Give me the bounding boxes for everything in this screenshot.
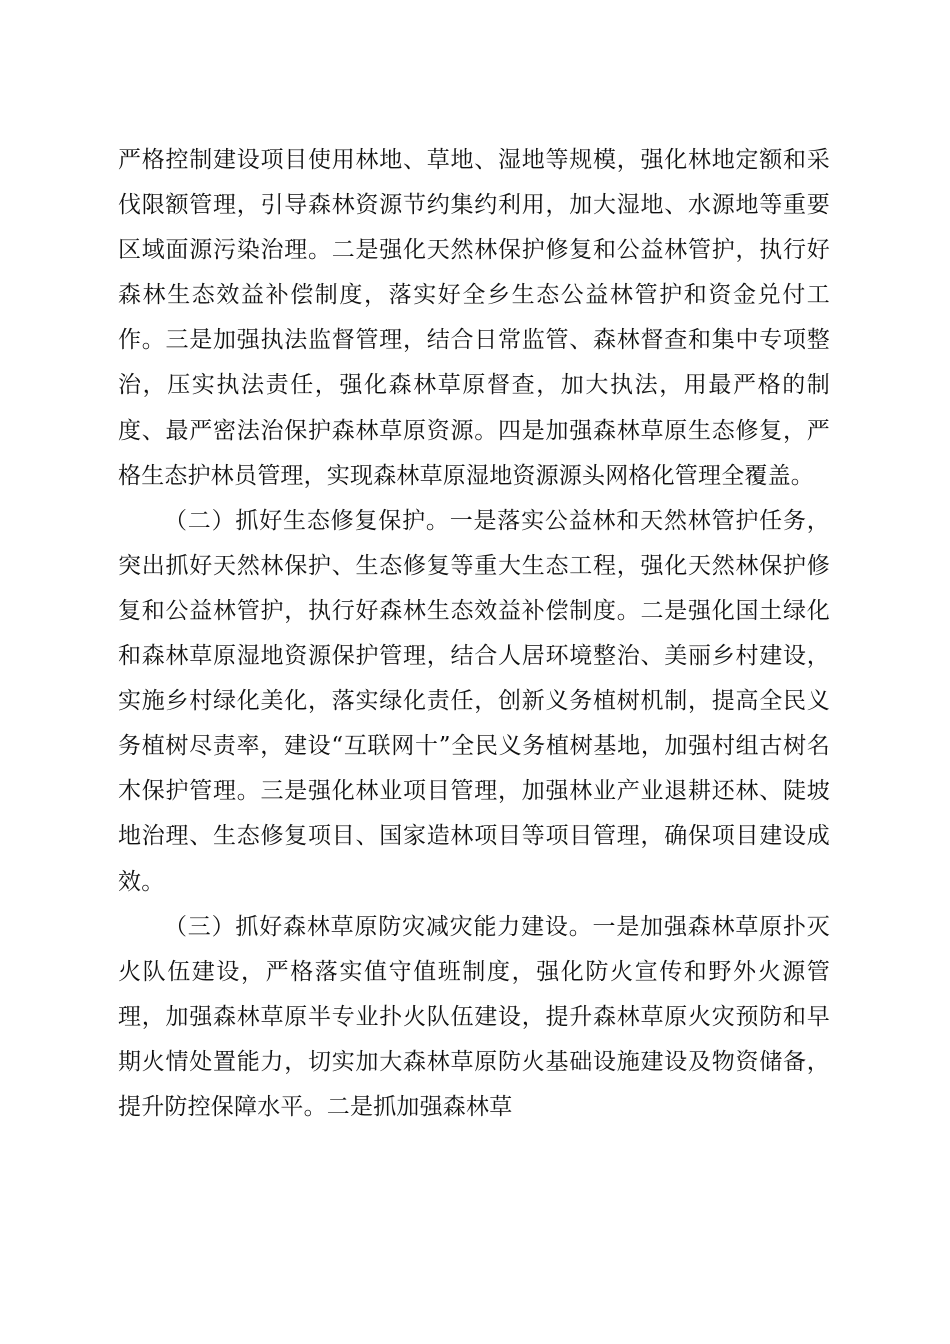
section-heading: （三）抓好森林草原防灾减灾能力建设。 [164, 913, 593, 940]
paragraph-section-3 [118, 905, 830, 1130]
document-page [118, 138, 830, 1130]
paragraph-body: 严格控制建设项目使用林地、草地、湿地等规模，强化林地定额和采伐限额管理，引导森林资源节约集约利用，加大湿地、水源地等重要区域面源污染治理。二是强化天然林保护修复和公益林管护，执行好森林生态效益补偿制度，落实好全乡生态公益林管护和资金兑付工作。三是加强执法监督管理，结合日常监管、森林督查和集中专项整治，压实执法责任，强化森林草原督查，加大执法，用最严格的制度、最严密法治保护森林草原资源。四是加强森林草原生态修复，严格生态护林员管理，实现森林草原湿地资源源头网格化管理全覆盖。 [118, 147, 830, 489]
section-heading: （二）抓好生态修复保护。 [164, 507, 450, 534]
paragraph-body: 一是加强森林草原扑灭火队伍建设，严格落实值守值班制度，强化防火宣传和野外火源管理，加强森林草原半专业扑火队伍建设，提升森林草原火灾预防和早期火情处置能力，切实加大森林草原防火基础设施建设及物资储备，提升防控保障水平。二是抓加强森林草 [118, 913, 830, 1120]
paragraph-body: 一是落实公益林和天然林管护任务，突出抓好天然林保护、生态修复等重大生态工程，强化天然林保护修复和公益林管护，执行好森林生态效益补偿制度。二是强化国土绿化和森林草原湿地资源保护管理，结合人居环境整治、美丽乡村建设，实施乡村绿化美化，落实绿化责任，创新义务植树机制，提高全民义务植树尽责率，建设“互联网十”全民义务植树基地，加强村组古树名木保护管理。三是强化林业项目管理，加强林业产业退耕还林、陡坡地治理、生态修复项目、国家造林项目等项目管理，确保项目建设成效。 [118, 507, 830, 895]
paragraph-section-2 [118, 499, 830, 905]
paragraph-continuation [118, 138, 830, 499]
